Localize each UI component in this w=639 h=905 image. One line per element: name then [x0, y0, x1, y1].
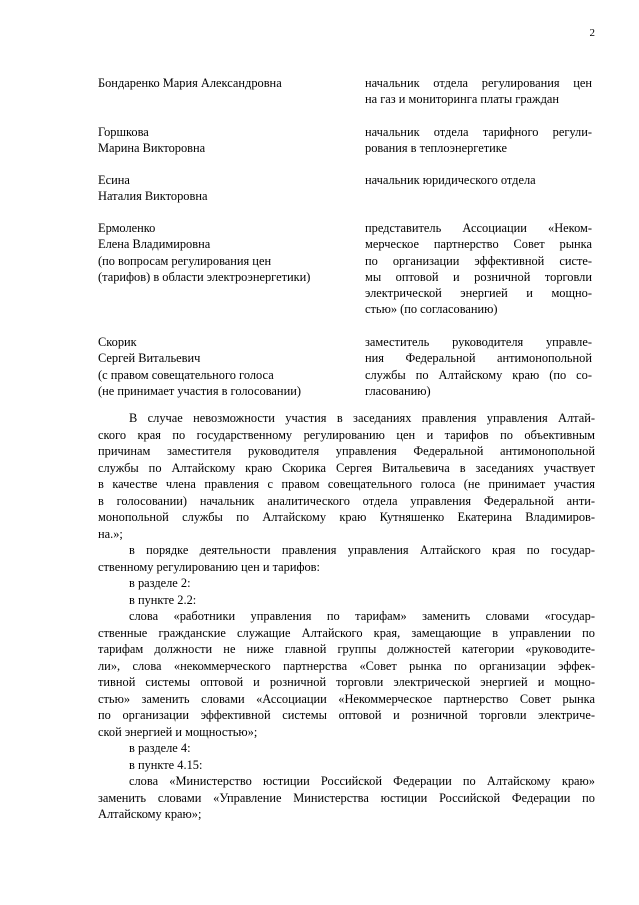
paragraph-line: в порядке деятельности правления управления Алтайского края по государ- [129, 543, 595, 557]
member-name-line: Марина Викторовна [98, 141, 206, 156]
member-role-line: начальник отдела регулирования цен [365, 76, 592, 90]
member-role-line: гласованию) [365, 383, 431, 398]
member-role-line: по организации эффективной систе- [365, 253, 592, 268]
paragraph-line: В случае невозможности участия в заседаниях правления управления Алтай- [129, 411, 595, 425]
paragraph-line: Алтайскому краю»; [98, 807, 202, 821]
member-name-line: Горшкова [98, 125, 149, 139]
member-role-line: мы оптовой и розничной торговли [365, 269, 592, 284]
member-role-line: заместитель руководителя управле- [365, 335, 592, 349]
member-role-line: рования в теплоэнергетике [365, 141, 507, 156]
member-name-line: Наталия Викторовна [98, 189, 208, 204]
member-name-line: (по вопросам регулирования цен [98, 253, 272, 268]
member-role-line: представитель Ассоциации «Неком- [365, 221, 592, 235]
member-role [365, 172, 592, 188]
member-role-line: на газ и мониторинга платы граждан [365, 92, 560, 107]
member-name [98, 124, 348, 157]
member-role-line: службы по Алтайскому краю (по со- [365, 367, 592, 382]
paragraph-line: ской энергией и мощностью»; [98, 724, 258, 739]
member-role-line: мерческое партнерство Совет рынка [365, 237, 592, 252]
member-name-line: Сергей Витальевич [98, 351, 201, 366]
paragraph-line: монопольной службы по Алтайскому краю Кутняшенко Екатерина Владимиров- [98, 510, 595, 524]
member-name-line: (тарифов) в области электроэнергетики) [98, 269, 311, 284]
member-role-line: электрической энергией и мощно- [365, 286, 592, 301]
member-name-line: Бондаренко Мария Александровна [98, 76, 282, 90]
member-role [365, 334, 592, 399]
member-role [365, 220, 592, 318]
paragraph-line: слова «Министерство юстиции Российской Федерации по Алтайскому краю» [129, 774, 595, 788]
paragraph-line: тарифам должности не ниже главной группы должностей категории «руководите- [98, 642, 595, 656]
member-role [365, 75, 592, 108]
paragraph-line: в разделе 4: [129, 741, 191, 755]
paragraph-line: в пункте 4.15: [129, 757, 203, 772]
member-role-line: ния Федеральной антимонопольной [365, 351, 592, 366]
member-name [98, 220, 348, 285]
member-name-line: Скорик [98, 335, 137, 349]
paragraph-line: причинам заместителя руководителя управления Федеральной антимонопольной [98, 444, 595, 458]
paragraph-line: в разделе 2: [129, 576, 191, 590]
member-name-line: Есина [98, 173, 130, 187]
paragraph-line: по организации эффективной системы оптовой и розничной торговли электриче- [98, 708, 595, 722]
amendment-text [98, 410, 595, 823]
paragraph-line: на.»; [98, 526, 123, 541]
member-name [98, 75, 348, 91]
paragraph-line: ли», слова «некоммерческого партнерства «Совет рынка по организации эффек- [98, 658, 595, 673]
paragraph-line: слова «работники управления по тарифам» заменить словами «государ- [129, 609, 595, 623]
member-role-line: начальник отдела тарифного регули- [365, 125, 592, 139]
page-number: 2 [589, 27, 595, 39]
paragraph-line: службы по Алтайскому краю Скорика Сергея Витальевича в заседаниях участвует [98, 460, 595, 475]
member-role-line: начальник юридического отдела [365, 173, 536, 187]
member-name-line: Елена Владимировна [98, 237, 211, 252]
paragraph-line: ского края по государственному регулированию цен и тарифов по объективным [98, 427, 595, 442]
member-name-line: (с правом совещательного голоса [98, 367, 274, 382]
paragraph-line: ственные гражданские служащие Алтайского края, замещающие в управлении по [98, 625, 595, 640]
paragraph-line: в голосовании) начальник аналитического отдела управления Федеральной анти- [98, 493, 595, 508]
member-name-line: Ермоленко [98, 221, 156, 235]
paragraph-line: ственному регулированию цен и тарифов: [98, 559, 320, 574]
paragraph-line: в пункте 2.2: [129, 592, 197, 607]
member-name [98, 172, 348, 205]
member-name-line: (не принимает участия в голосовании) [98, 383, 301, 398]
member-role [365, 124, 592, 157]
paragraph-line: стью» заменить словами «Ассоциации «Некоммерческое партнерство Совет рынка [98, 691, 595, 706]
member-name [98, 334, 348, 399]
member-role-line: стью» (по согласованию) [365, 302, 498, 317]
paragraph-line: заменить словами «Управление Министерства юстиции Российской Федерации по [98, 790, 595, 805]
paragraph-line: в качестве члена правления с правом совещательного голоса (не принимает участия [98, 477, 595, 491]
paragraph-line: тивной системы оптовой и розничной торговли электрической энергией и мощно- [98, 675, 595, 689]
